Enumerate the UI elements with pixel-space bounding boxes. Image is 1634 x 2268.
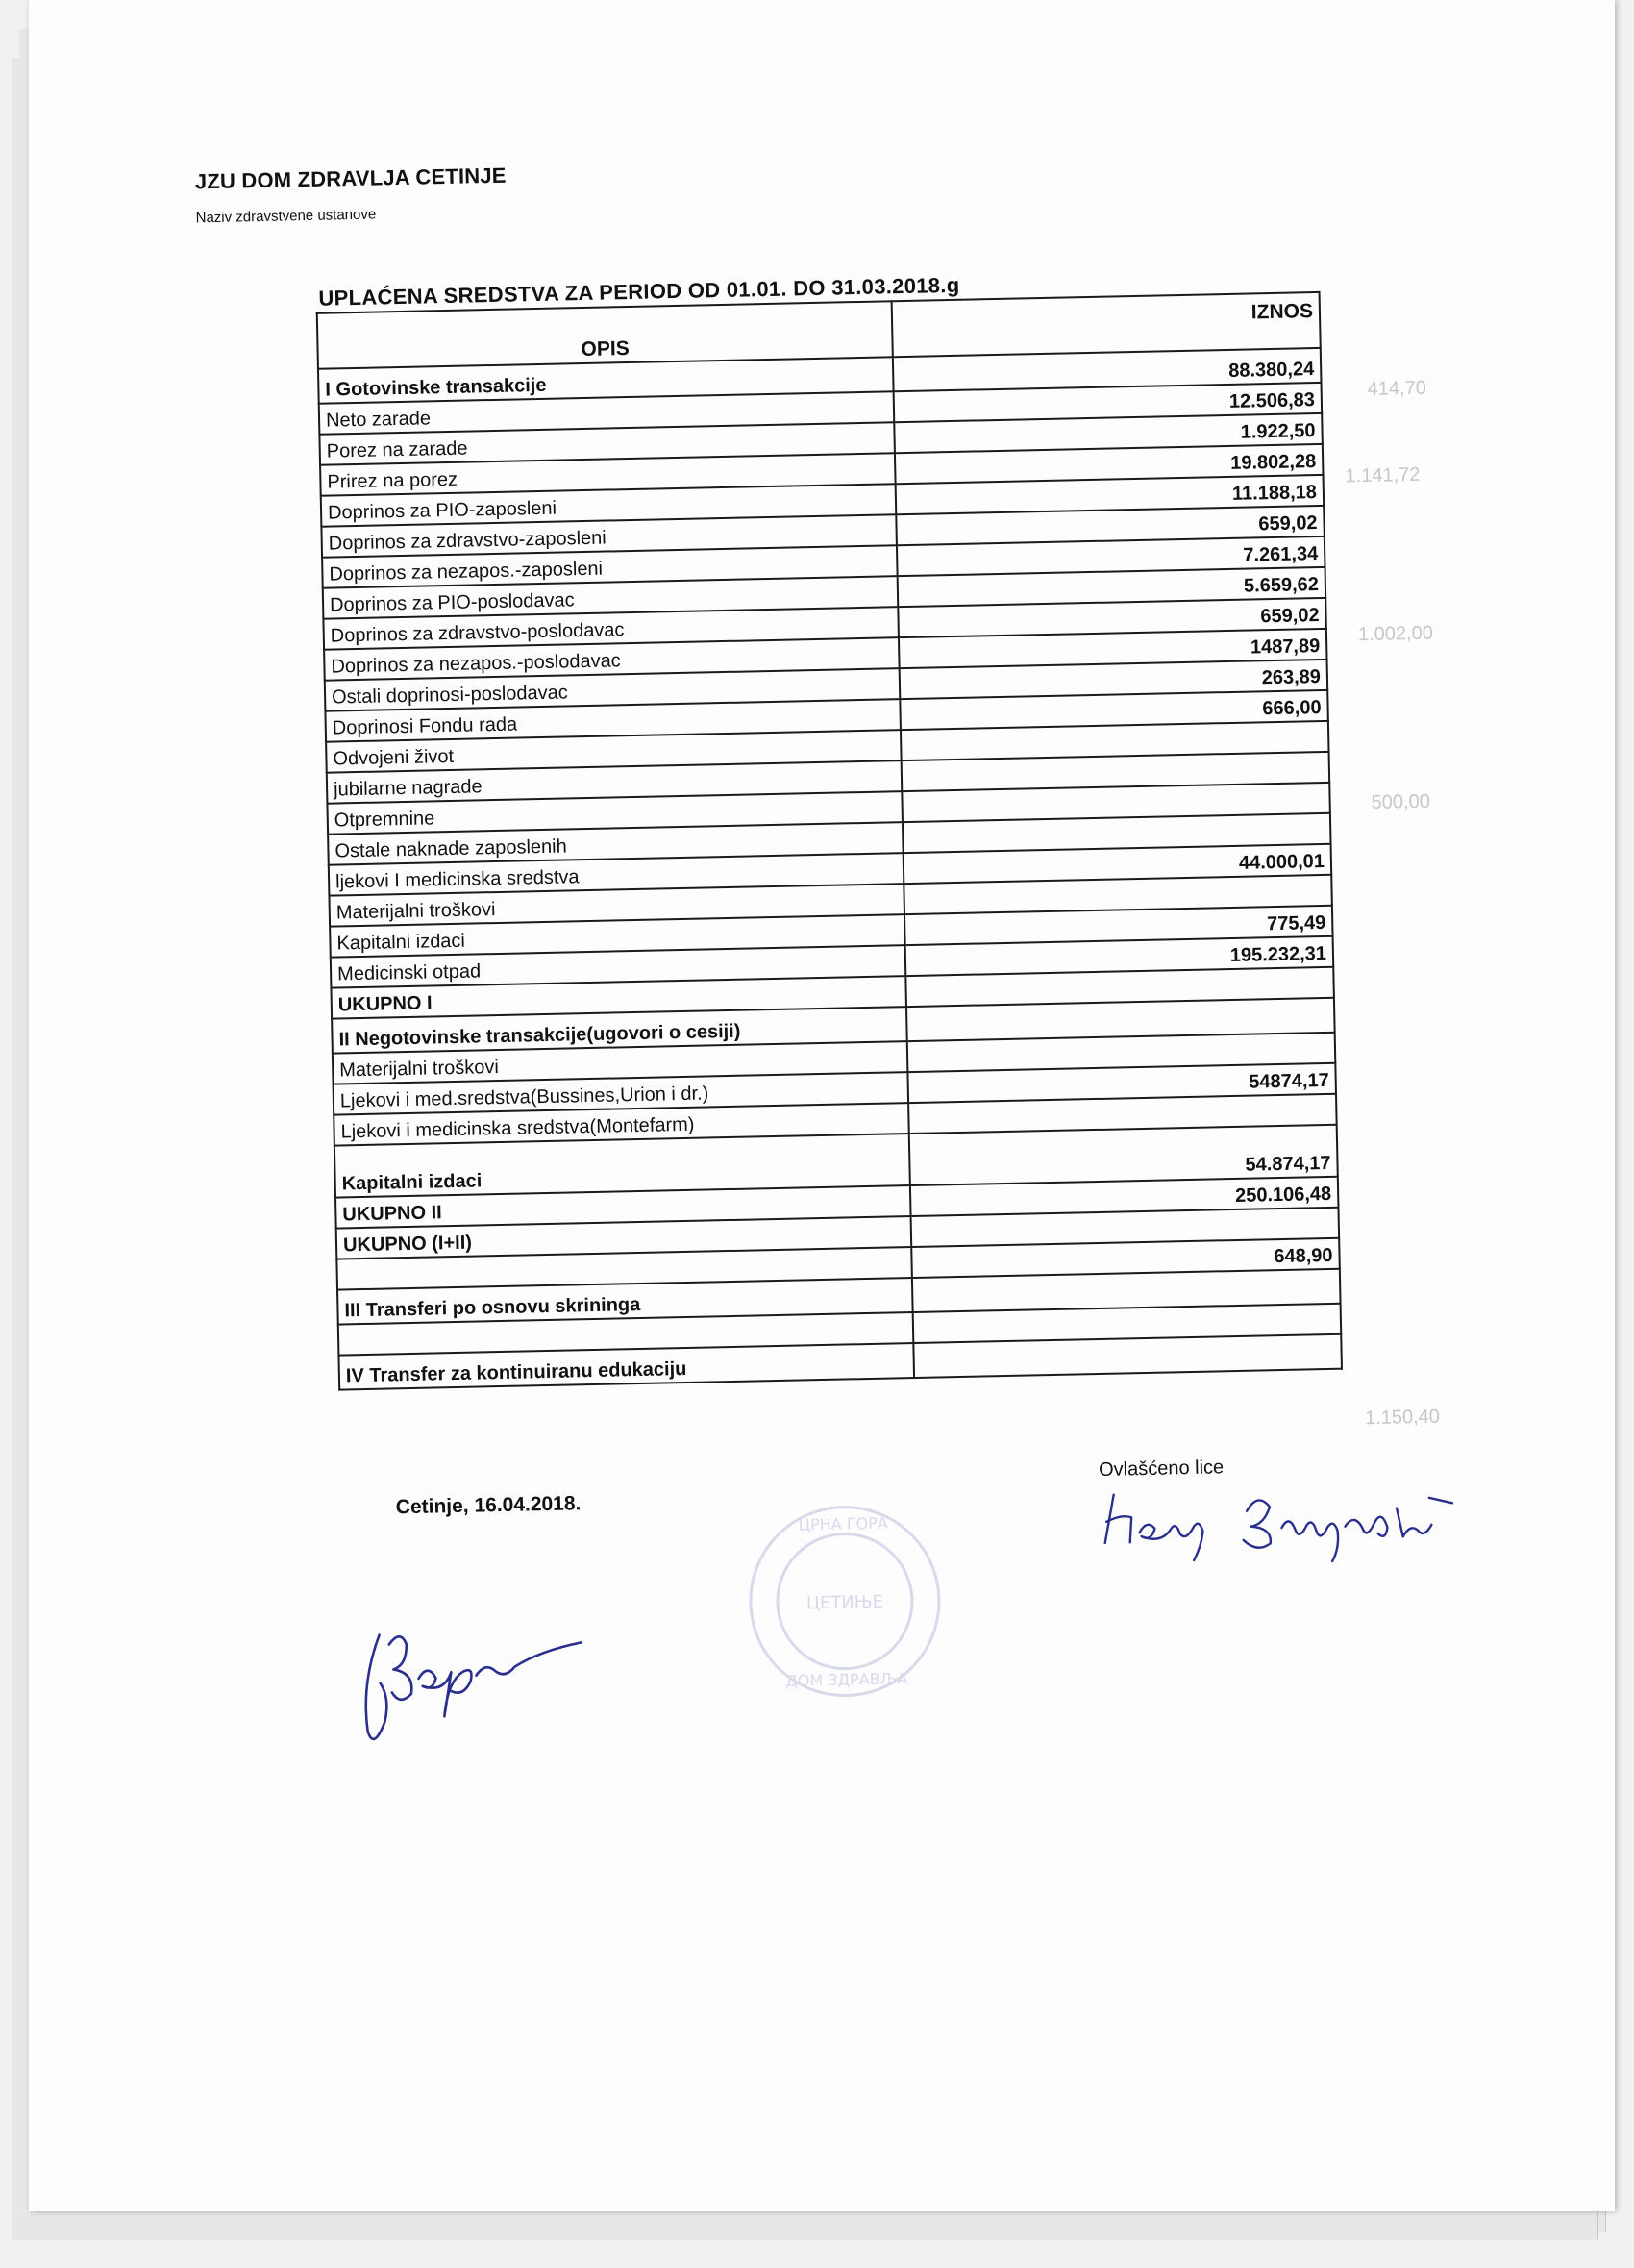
row-label: Porez na zarade <box>319 422 895 465</box>
row-amount: 666,00 <box>900 690 1328 730</box>
row-label: Ljekovi i med.sredstva(Bussines,Urion i dr.) <box>334 1072 909 1115</box>
column-header-opis: OPIS <box>317 301 893 369</box>
row-label: IV Transfer za kontinuiranu edukaciju <box>338 1343 914 1390</box>
authorized-signature <box>1092 1468 1459 1572</box>
row-label: Doprinos za PIO-poslodavac <box>323 576 899 619</box>
row-amount: 250.106,48 <box>910 1177 1339 1216</box>
row-label: III Transferi po osnovu skrininga <box>337 1278 913 1325</box>
row-label: Prirez na porez <box>320 453 896 496</box>
row-amount: 88.380,24 <box>893 348 1322 391</box>
row-label: Doprinos za nezapos.-poslodavac <box>324 637 900 681</box>
row-amount: 1487,89 <box>899 629 1327 668</box>
row-label: Neto zarade <box>319 391 895 435</box>
row-amount: 659,02 <box>898 598 1326 637</box>
row-amount: 775,49 <box>904 906 1333 945</box>
row-label: I Gotovinske transakcije <box>318 357 894 404</box>
row-amount: 11.188,18 <box>896 475 1325 514</box>
row-label: Materijalni troškovi <box>329 884 904 927</box>
bleed-through-value: 1.002,00 <box>1357 622 1434 646</box>
row-amount: 5.659,62 <box>898 567 1326 607</box>
column-header-iznos: IZNOS <box>892 292 1321 357</box>
row-amount: 263,89 <box>900 660 1328 699</box>
row-label: UKUPNO (I+II) <box>336 1216 912 1259</box>
row-label: Kapitalni izdaci <box>334 1134 910 1198</box>
row-label: II Negotovinske transakcije(ugovori o cesiji) <box>332 1007 907 1054</box>
table-title: UPLAĆENA SREDSTVA ZA PERIOD OD 01.01. DO 31.03.2018.g <box>318 272 960 311</box>
row-label: Otpremnine <box>327 791 903 835</box>
row-amount: 7.261,34 <box>897 536 1325 576</box>
stamp-text-top: ЦРНА ГОРА <box>798 1513 888 1534</box>
row-amount: 19.802,28 <box>895 444 1324 484</box>
row-label: Doprinos za zdravstvo-poslodavac <box>323 607 899 650</box>
row-label: Kapitalni izdaci <box>330 914 905 958</box>
row-amount: 195.232,31 <box>905 936 1334 976</box>
row-label: UKUPNO II <box>335 1185 911 1229</box>
bleed-through-value: 414,70 <box>1367 377 1427 400</box>
row-amount: 54.874,17 <box>909 1125 1338 1185</box>
row-label: Doprinos za nezapos.-zaposleni <box>322 545 898 588</box>
institution-name: JZU DOM ZDRAVLJA CETINJE <box>194 162 507 194</box>
row-amount: 659,02 <box>896 506 1325 545</box>
row-label: Doprinosi Fondu rada <box>325 699 901 742</box>
stamp-text-center: ЦЕТИЊЕ <box>805 1591 884 1614</box>
row-amount: 44.000,01 <box>904 844 1332 884</box>
row-label: Medicinski otpad <box>331 945 906 988</box>
official-stamp <box>742 1498 948 1704</box>
bleed-through-value: 1.150,40 <box>1364 1406 1441 1430</box>
stamp-text-bottom: ДОМ ЗДРАВЉА <box>785 1669 908 1690</box>
row-label: jubilarne nagrade <box>327 760 903 804</box>
row-amount: 54874,17 <box>907 1063 1336 1103</box>
row-label: Ostale naknade zaposlenih <box>328 822 904 865</box>
second-signature <box>350 1602 603 1760</box>
bleed-through-value: 500,00 <box>1371 790 1431 813</box>
bleed-through-value: 1.141,72 <box>1345 463 1421 487</box>
row-label: UKUPNO I <box>331 976 906 1019</box>
row-amount: 648,90 <box>911 1238 1340 1278</box>
row-amount: 1.922,50 <box>894 413 1323 453</box>
row-label: Materijalni troškovi <box>333 1041 908 1084</box>
row-label: ljekovi I medicinska sredstva <box>329 853 904 896</box>
place-and-date: Cetinje, 16.04.2018. <box>395 1492 582 1519</box>
row-label: Doprinos za PIO-zaposleni <box>321 484 897 527</box>
row-label: Ljekovi i medicinska sredstva(Montefarm) <box>334 1103 909 1146</box>
row-amount: 12.506,83 <box>894 383 1323 422</box>
payments-table <box>316 291 1343 1391</box>
row-label: Ostali doprinosi-poslodavac <box>325 668 901 711</box>
row-label: Odvojeni život <box>326 730 902 773</box>
row-label: Doprinos za zdravstvo-zaposleni <box>321 514 897 558</box>
authorized-person-label: Ovlašćeno lice <box>1098 1457 1225 1482</box>
institution-subtitle: Naziv zdravstvene ustanove <box>195 206 377 227</box>
